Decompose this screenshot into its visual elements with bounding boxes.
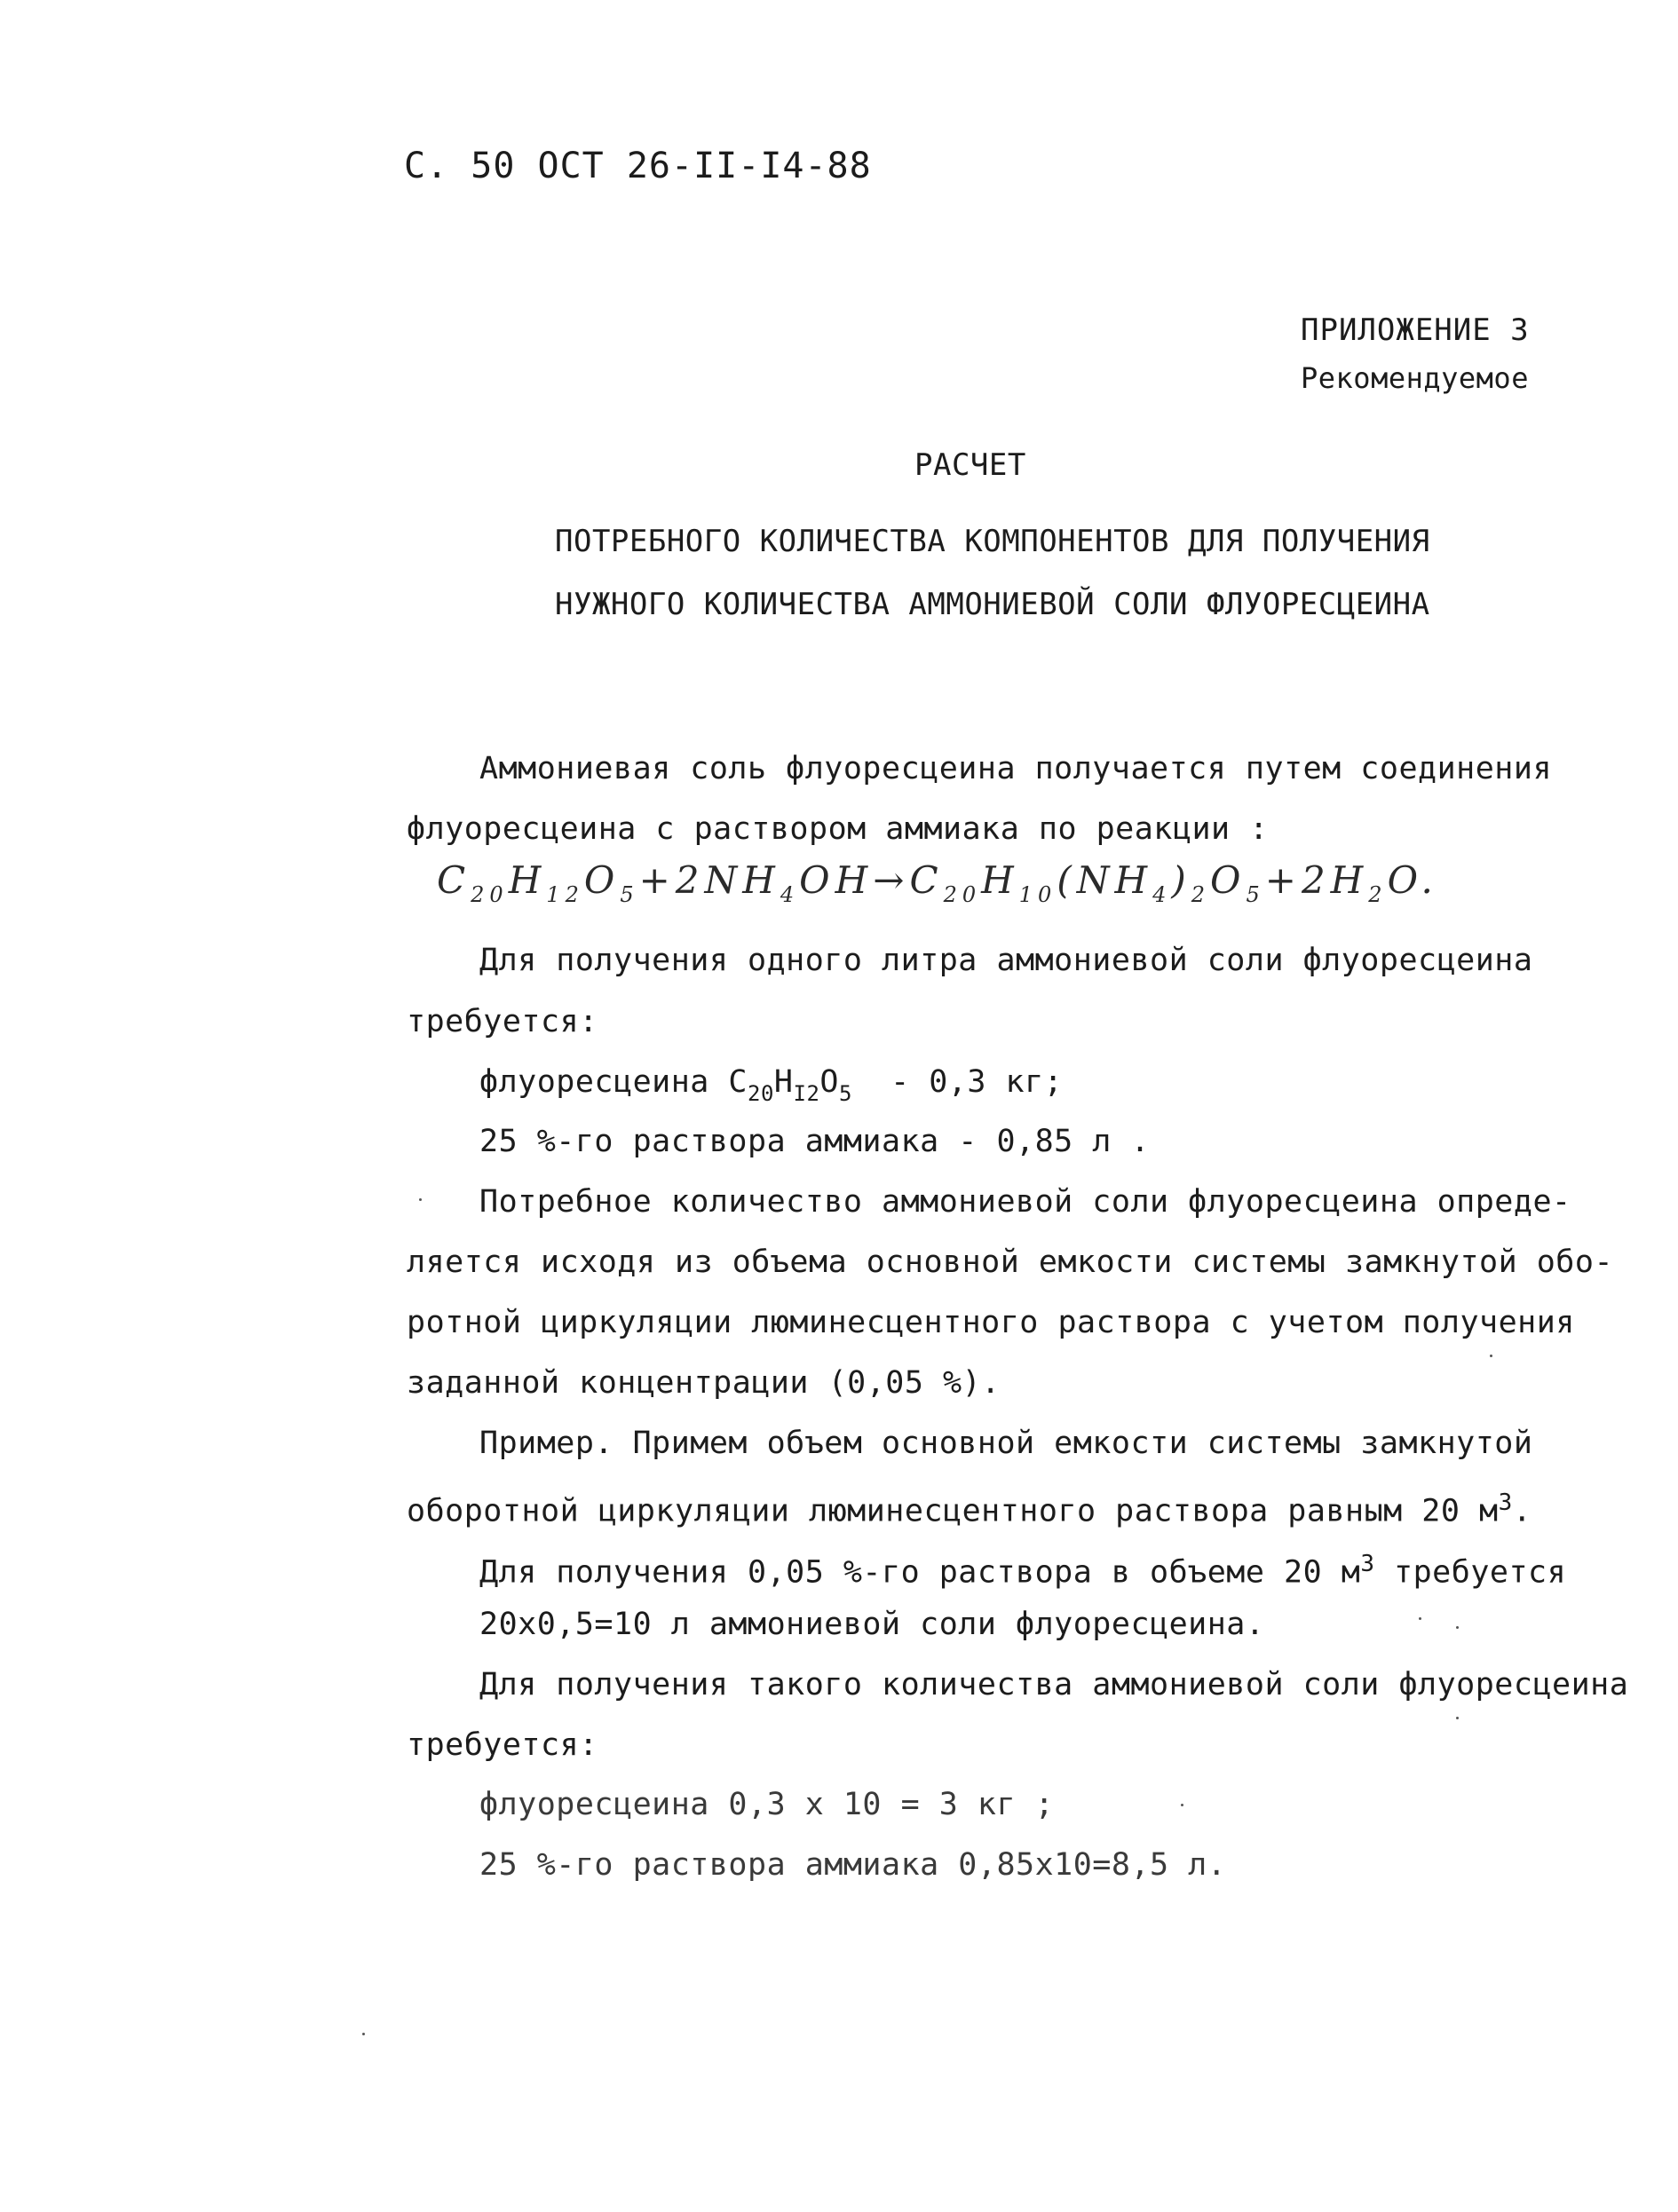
reaction-o: O: [583, 858, 621, 902]
reaction-product-o: O: [1210, 858, 1247, 902]
appendix-title: ПРИЛОЖЕНИЕ 3: [1301, 312, 1530, 348]
requirement-1-prefix: флуоресцеина C: [479, 1064, 748, 1100]
reaction-equation: [437, 858, 1438, 914]
paragraph-2-line-1: Для получения одного литра аммониевой соли флуоресцеина: [479, 943, 1533, 978]
requirement-1-c-index: 20: [748, 1081, 774, 1106]
paragraph-6-line-1: Для получения такого количества аммониевой соли флуоресцеина: [479, 1667, 1629, 1702]
requirement-ammonia-total: 25 %-го раствора аммиака 0,85х10=8,5 л.: [479, 1847, 1227, 1883]
reaction-h: H: [508, 858, 547, 902]
reaction-product-paren: ): [1171, 858, 1191, 902]
scan-speck: [362, 2033, 365, 2035]
paragraph-1-line-1: Аммониевая соль флуоресцеина получается путем соединения: [479, 751, 1553, 786]
paragraph-2-line-2: требуется:: [407, 1004, 598, 1039]
paragraph-4-line-2: [407, 1483, 1532, 1531]
reaction-water: +2H: [1264, 858, 1369, 902]
paragraph-3-line-4: заданной концентрации (0,05 %).: [407, 1365, 1001, 1401]
reaction-c-index: 20: [471, 882, 509, 907]
heading-line-2: НУЖНОГО КОЛИЧЕСТВА АММОНИЕВОЙ СОЛИ ФЛУОРЕСЦЕИНА: [555, 587, 1430, 622]
paragraph-4-line-1: Пример. Примем объем основной емкости системы замкнутой: [479, 1426, 1533, 1461]
scan-speck: [1181, 1804, 1183, 1806]
heading-title: РАСЧЕТ: [914, 447, 1026, 483]
paragraph-5-line-1-end: требуется: [1374, 1554, 1567, 1591]
reaction-reagent: +2NH: [638, 858, 780, 902]
paragraph-5-line-2: 20х0,5=10 л аммониевой соли флуоресцеина.: [479, 1607, 1265, 1642]
requirement-fluorescein-per-liter: [479, 1063, 1063, 1113]
reaction-product-nh4: (NH: [1057, 858, 1153, 902]
paragraph-3-line-2: ляется исходя из объема основной емкости системы замкнутой обо-: [407, 1244, 1614, 1280]
scan-speck: [1419, 1617, 1421, 1620]
paragraph-5-line-1: [479, 1544, 1566, 1592]
appendix-subtitle: Рекомендуемое: [1301, 361, 1529, 395]
heading-line-1: ПОТРЕБНОГО КОЛИЧЕСТВА КОМПОНЕНТОВ ДЛЯ ПОЛУЧЕНИЯ: [555, 524, 1430, 559]
scan-speck: [419, 1198, 422, 1201]
reaction-product-h: H: [981, 858, 1019, 902]
requirement-1-o: O: [819, 1064, 839, 1100]
reaction-h-index: 12: [546, 882, 584, 907]
scan-speck: [1456, 1717, 1459, 1719]
paragraph-3-line-1: Потребное количество аммониевой соли флуоресцеина опреде-: [479, 1184, 1571, 1220]
scan-speck: [1456, 1626, 1459, 1629]
paragraph-4-line-2-text: оборотной циркуляции люминесцентного раствора равным 20 м: [407, 1493, 1499, 1529]
paragraph-1-line-2: флуоресцеина с раствором аммиака по реакции :: [407, 811, 1269, 847]
paragraph-3-line-3: ротной циркуляции люминесцентного раствора с учетом получения: [407, 1305, 1575, 1340]
reaction-arrow: →: [873, 858, 910, 902]
requirement-ammonia-per-liter: 25 %-го раствора аммиака - 0,85 л .: [479, 1124, 1151, 1159]
paragraph-6-line-2: требуется:: [407, 1727, 598, 1763]
reaction-o-index: 5: [620, 882, 639, 907]
requirement-1-h-index: I2: [793, 1081, 820, 1106]
paragraph-4-line-2-end: .: [1512, 1493, 1532, 1529]
reaction-nh4-index: 4: [780, 882, 800, 907]
reaction-water-index: 2: [1368, 882, 1388, 907]
reaction-product-c-index: 20: [943, 882, 982, 907]
reaction-product-h-index: 10: [1018, 882, 1057, 907]
reaction-product-nh4-index: 4: [1152, 882, 1172, 907]
reaction-product-c: C: [909, 858, 944, 902]
reaction-product-o-index: 5: [1246, 882, 1265, 907]
document-reference: С. 50 ОСТ 26-II-I4-88: [404, 146, 872, 186]
reaction-c: C: [437, 858, 471, 902]
scan-speck: [1490, 1355, 1492, 1357]
paragraph-5-line-1-text: Для получения 0,05 %-го раствора в объеме 20 м: [479, 1554, 1361, 1591]
requirement-1-o-index: 5: [838, 1081, 852, 1106]
reaction-water-o: O.: [1387, 858, 1438, 902]
reaction-product-paren-index: 2: [1191, 882, 1211, 907]
requirement-1-suffix: - 0,3 кг;: [851, 1064, 1064, 1100]
requirement-1-h: H: [773, 1064, 794, 1100]
paragraph-4-volume-exponent: 3: [1498, 1489, 1513, 1516]
paragraph-5-volume-exponent: 3: [1360, 1551, 1375, 1577]
reaction-oh: OH: [799, 858, 874, 902]
requirement-fluorescein-total: флуоресцеина 0,3 х 10 = 3 кг ;: [479, 1787, 1055, 1822]
